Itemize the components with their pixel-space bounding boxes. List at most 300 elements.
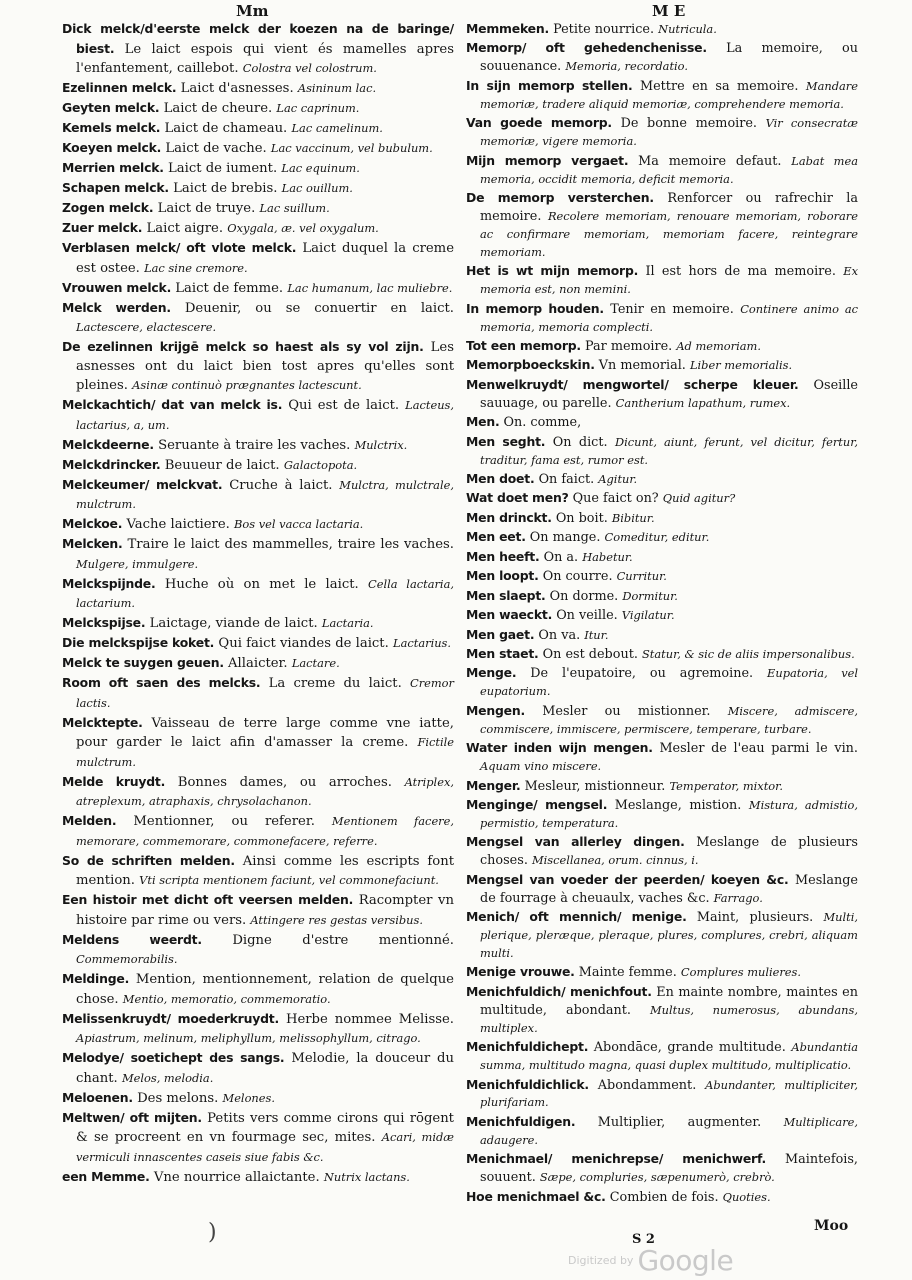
entry-headword: Men staet.	[466, 645, 539, 661]
dictionary-entry	[466, 963, 858, 982]
entry-latin: Commemorabilis.	[76, 952, 178, 966]
entry-french: On dict.	[552, 434, 608, 450]
entry-french: Petite nourrice.	[553, 22, 655, 37]
entry-latin: Mulctra, mulctrale, mulctrum.	[76, 477, 454, 511]
entry-headword: Melodye/ soetichept des sangs.	[62, 1050, 285, 1065]
entry-headword: Men heeft.	[466, 548, 540, 564]
entry-french: Herbe nommee Melisse.	[285, 1011, 454, 1027]
entry-french: Il est hors de ma memoire.	[645, 264, 836, 280]
entry-headword: Melckdeerne.	[62, 436, 154, 452]
entry-french: On va.	[538, 627, 581, 643]
entry-latin: Ad memoriam.	[676, 338, 761, 353]
entry-french: Laict de brebis.	[173, 181, 278, 196]
entry-latin: Dormitur.	[622, 588, 678, 603]
entry-latin: Mentio, memoratio, commemoratio.	[122, 991, 331, 1006]
entry-headword: Kemels melck.	[62, 120, 161, 135]
entry-headword: Memorp/ oft gehedenchenisse.	[466, 40, 707, 56]
entry-latin: Complures mulieres.	[680, 965, 802, 980]
entry-french: On a.	[543, 549, 579, 565]
entry-french: De l'eupatoire, ou agremoine.	[530, 666, 754, 682]
entry-headword: Men gaet.	[466, 626, 535, 642]
entry-headword: Mijn memorp vergaet.	[466, 152, 629, 168]
dictionary-entry	[62, 159, 454, 179]
entry-headword: Menwelkruydt/ mengwortel/ scherpe kleuer.	[466, 376, 799, 392]
dictionary-entry	[466, 1038, 858, 1075]
entry-headword: Meldinge.	[62, 971, 130, 986]
dictionary-entry	[62, 1049, 454, 1088]
dictionary-entry	[466, 470, 858, 489]
entry-french: On courre.	[542, 569, 613, 585]
entry-latin: Atriplex, atreplexum, atraphaxis, chrysolachanon.	[76, 774, 454, 808]
entry-french: Combien de fois.	[609, 1189, 719, 1205]
entry-latin: Mistura, admistio, permistio, temperatura.	[480, 797, 858, 830]
entry-headword: Zuer melck.	[62, 220, 143, 235]
entry-headword: Melissenkruydt/ moederkruydt.	[62, 1010, 279, 1026]
entry-headword: De ezelinnen krijgē melck so haest als sy vol zijn.	[62, 339, 424, 354]
dictionary-entry	[466, 1076, 858, 1113]
dictionary-entry	[466, 413, 858, 432]
entry-latin: Ex memoria est, non memini.	[480, 264, 859, 297]
entry-french: Les asnesses ont du laict bien tost apres qu'elles sont pleines.	[76, 340, 454, 393]
entry-latin: Mentionem facere, memorare, commemorare, commonefacere, referre.	[76, 814, 454, 848]
entry-french: Laict de femme.	[175, 280, 284, 296]
entry-headword: Men.	[466, 414, 500, 430]
entry-latin: Quid agitur?	[662, 491, 736, 506]
entry-french: Par memoire.	[585, 338, 673, 354]
dictionary-entry	[62, 1010, 454, 1049]
entry-headword: Menger.	[466, 777, 521, 793]
entry-latin: Lac camelinum.	[291, 121, 383, 135]
entry-french: Abondāce, grande multitude.	[593, 1040, 786, 1056]
entry-latin: Miscellanea, orum. cinnus, i.	[531, 853, 699, 868]
entry-headword: Memorpboeckskin.	[466, 357, 595, 373]
entry-latin: Eupatoria, vel eupatorium.	[480, 666, 859, 699]
entry-french: Melodie, la douceur du chant.	[76, 1051, 454, 1086]
entry-latin: Galactopota.	[283, 457, 358, 472]
entry-latin: Colostra vel colostrum.	[242, 61, 377, 75]
entry-french: Laict de truye.	[157, 201, 256, 216]
entry-french: Qui est de laict.	[288, 398, 400, 413]
entry-latin: Aquam vino miscere.	[480, 759, 602, 774]
entry-headword: So de schriften melden.	[62, 852, 235, 868]
entry-french: Maintefois, souuent.	[480, 1152, 858, 1186]
entry-latin: Mulctrix.	[354, 437, 408, 452]
entry-french: La memoire, ou souuenance.	[480, 41, 858, 75]
dictionary-entry	[62, 634, 454, 654]
dictionary-entry	[62, 891, 454, 930]
entry-latin: Lac ouillum.	[281, 181, 353, 195]
right-column	[466, 20, 858, 1207]
entry-french: Laict de chameau.	[164, 121, 288, 136]
entry-latin: Liber memorialis.	[689, 358, 793, 373]
entry-french: Abondamment.	[597, 1077, 697, 1093]
dictionary-entry	[62, 79, 454, 99]
entry-headword: Men loopt.	[466, 568, 539, 584]
entry-headword: Men doet.	[466, 471, 535, 486]
entry-french: Meslange de plusieurs choses.	[480, 835, 858, 869]
signature-mark: S 2	[632, 1232, 655, 1247]
entry-latin: Vigilatur.	[621, 608, 675, 623]
entry-latin: Lac suillum.	[259, 201, 330, 215]
entry-french: Vache laictiere.	[126, 517, 230, 532]
entry-french: On mange.	[529, 530, 601, 546]
dictionary-entry	[466, 1150, 858, 1187]
dictionary-entry	[466, 908, 858, 963]
dictionary-entry	[466, 262, 858, 299]
entry-french: Mention, mentionnement, relation de quelque chose.	[76, 972, 454, 1007]
entry-latin: Acari, midæ vermiculi innascentes caseis siue fabis &c.	[76, 1130, 454, 1164]
entry-headword: Meltwen/ oft mijten.	[62, 1109, 202, 1125]
entry-french: Seruante à traire les vaches.	[158, 437, 351, 453]
entry-headword: Wat doet men?	[466, 490, 569, 506]
entry-latin: Abundantia summa, multitudo magna, quasi duplex multitudo, multiplicatio.	[480, 1040, 859, 1073]
running-head	[0, 2, 912, 20]
dictionary-entry	[466, 152, 858, 189]
dictionary-entry	[466, 796, 858, 833]
dictionary-entry	[466, 1188, 858, 1207]
entry-headword: Melckspijse.	[62, 615, 146, 630]
entry-french: Qui faict viandes de laict.	[218, 636, 389, 651]
entry-french: Cruche à laict.	[229, 477, 333, 493]
entry-french: Des melons.	[137, 1090, 219, 1106]
entry-headword: Zogen melck.	[62, 200, 154, 215]
entry-headword: Melden.	[62, 813, 117, 828]
entry-latin: Miscere, admiscere, commiscere, immiscere, permiscere, temperare, turbare.	[480, 703, 858, 736]
dictionary-entry	[466, 189, 858, 262]
entry-headword: Water inden wijn mengen.	[466, 740, 653, 756]
entry-french: Tenir en memoire.	[610, 301, 734, 317]
dictionary-entry	[62, 1089, 454, 1109]
dictionary-entry	[466, 376, 858, 413]
entry-headword: een Memme.	[62, 1168, 150, 1184]
entry-french: Vaisseau de terre large comme vne iatte, pour garder le laict afin d'amasser la creme.	[76, 715, 454, 750]
dictionary-entry	[62, 970, 454, 1009]
entry-headword: De memorp versterchen.	[466, 189, 654, 205]
entry-latin: Multi, plerique, pleræque, pleraque, plures, complures, crebri, aliquam multi.	[480, 910, 858, 960]
dictionary-entry	[62, 674, 454, 713]
entry-latin: Bos vel vacca lactaria.	[234, 517, 364, 531]
entry-french: Que faict on?	[572, 491, 659, 507]
entry-headword: Schapen melck.	[62, 180, 169, 195]
entry-latin: Statur, & sic de aliis impersonalibus.	[641, 646, 855, 661]
entry-headword: Men seght.	[466, 433, 546, 449]
entry-latin: Lactare.	[291, 656, 340, 670]
entry-french: Bonnes dames, ou arroches.	[177, 774, 392, 790]
bottom-mark: )	[208, 1220, 217, 1245]
entry-headword: Menichfuldich/ menichfout.	[466, 983, 652, 999]
dictionary-entry	[466, 833, 858, 870]
entry-latin: Memoria, recordatio.	[565, 59, 688, 74]
entry-headword: Men drinckt.	[466, 509, 552, 525]
entry-french: Racompter vn histoire par rime ou vers.	[76, 893, 454, 928]
entry-french: Laict d'asnesses.	[180, 81, 294, 96]
entry-latin: Itur.	[584, 627, 609, 642]
entry-headword: Melde kruydt.	[62, 773, 166, 789]
dictionary-entry	[466, 871, 858, 908]
entry-headword: Vrouwen melck.	[62, 279, 172, 295]
entry-french: Meslange, mistion.	[614, 797, 742, 813]
entry-latin: Lac vaccinum, vel bubulum.	[270, 141, 433, 155]
dictionary-entry	[62, 179, 454, 199]
running-head-left: Mm	[236, 2, 269, 20]
dictionary-entry	[62, 773, 454, 812]
dictionary-entry	[466, 20, 858, 39]
entry-headword: Memmeken.	[466, 21, 549, 36]
google-logo: Google	[637, 1244, 734, 1277]
entry-latin: Attingere res gestas versibus.	[250, 912, 423, 927]
entry-headword: Melckeumer/ melckvat.	[62, 476, 223, 492]
entry-headword: In sijn memorp stellen.	[466, 77, 633, 93]
entry-latin: Bibitur.	[611, 510, 655, 525]
entry-headword: Room oft saen des melcks.	[62, 675, 261, 690]
dictionary-entry	[466, 606, 858, 625]
dictionary-entry	[466, 587, 858, 606]
entry-latin: Lac sine cremore.	[144, 260, 248, 275]
dictionary-entry	[466, 702, 858, 739]
entry-latin: Lactarius.	[393, 636, 452, 650]
dictionary-entry	[62, 614, 454, 634]
entry-latin: Lac caprinum.	[276, 101, 360, 115]
dictionary-entry	[466, 77, 858, 114]
entry-headword: Dick melck/d'eerste melck der koezen na de baringe/ biest.	[62, 21, 454, 56]
dictionary-entry	[62, 299, 454, 338]
entry-headword: Verblasen melck/ oft vlote melck.	[62, 240, 297, 255]
entry-latin: Lac equinum.	[281, 161, 360, 175]
entry-french: Deuenir, ou se conuertir en laict.	[184, 300, 454, 316]
entry-latin: Continere animo ac memoria, memoria complecti.	[480, 301, 859, 334]
entry-latin: Curritur.	[616, 569, 667, 584]
entry-french: Mentionner, ou referer.	[133, 814, 315, 829]
entry-latin: Lac humanum, lac muliebre.	[287, 280, 453, 295]
entry-headword: Menichfuldichlick.	[466, 1076, 589, 1092]
entry-latin: Dicunt, aiunt, ferunt, vel dicitur, fertur, traditur, fama est, rumor est.	[480, 434, 859, 467]
entry-headword: Melcktepte.	[62, 714, 143, 730]
entry-headword: Men waeckt.	[466, 607, 553, 623]
entry-french: Huche où on met le laict.	[164, 576, 359, 592]
dictionary-entry	[466, 300, 858, 337]
entry-french: Laict de cheure.	[163, 101, 273, 116]
dictionary-entry	[62, 239, 454, 278]
entry-french: En mainte nombre, maintes en multitude, abondant.	[480, 984, 858, 1018]
dictionary-entry	[62, 1168, 454, 1188]
entry-latin: Quoties.	[722, 1189, 771, 1204]
entry-french: Laictage, viande de laict.	[149, 616, 318, 631]
entry-headword: Menichfuldigen.	[466, 1113, 576, 1129]
entry-headword: Melckachtich/ dat van melck is.	[62, 397, 283, 412]
entry-headword: Menichmael/ menichrepse/ menichwerf.	[466, 1151, 766, 1167]
entry-headword: Melcken.	[62, 536, 123, 551]
dictionary-entry	[62, 119, 454, 139]
entry-headword: Menige vrouwe.	[466, 964, 575, 980]
entry-french: On veille.	[556, 608, 618, 624]
dictionary-entry	[62, 714, 454, 773]
entry-french: Laict duquel la creme est ostee.	[76, 241, 454, 276]
entry-headword: Meloenen.	[62, 1089, 133, 1105]
dictionary-entry	[466, 509, 858, 528]
entry-headword: Het is wt mijn memorp.	[466, 263, 639, 279]
entry-french: On boit.	[555, 510, 608, 526]
dictionary-entry	[62, 20, 454, 79]
entry-french: Laict de iument.	[168, 161, 278, 176]
entry-french: Petits vers comme cirons qui rōgent & se procreent en vn fourmage sec, mites.	[76, 1110, 454, 1145]
entry-headword: Melck werden.	[62, 299, 171, 315]
dictionary-entry	[466, 39, 858, 76]
dictionary-entry	[466, 356, 858, 375]
entry-headword: Van goede memorp.	[466, 115, 612, 131]
entry-headword: Mengen.	[466, 702, 525, 718]
dictionary-entry	[62, 219, 454, 239]
entry-headword: Koeyen melck.	[62, 140, 162, 155]
entry-headword: Menich/ oft mennich/ menige.	[466, 909, 687, 925]
digitized-watermark	[568, 1244, 733, 1277]
entry-french: On est debout.	[542, 646, 638, 662]
dictionary-entry	[62, 476, 454, 515]
entry-latin: Vir consecratæ memoriæ, vigere memoria.	[480, 116, 858, 149]
entry-latin: Mulgere, immulgere.	[76, 556, 199, 571]
dictionary-entry	[466, 114, 858, 151]
entry-latin: Temperator, mixtor.	[669, 778, 783, 793]
entry-latin: Apiastrum, melinum, meliphyllum, melissophyllum, citrago.	[76, 1031, 421, 1045]
entry-latin: Melones.	[222, 1090, 275, 1105]
watermark-prefix: Digitized by	[568, 1254, 634, 1267]
dictionary-entry	[466, 739, 858, 776]
entry-french: Mesleur, mistionneur.	[524, 778, 666, 794]
entry-french: Traire le laict des mammelles, traire les vaches.	[127, 537, 454, 552]
entry-headword: Menginge/ mengsel.	[466, 796, 608, 812]
dictionary-entry	[62, 852, 454, 891]
entry-french: Allaicter.	[228, 656, 288, 671]
entry-headword: Hoe menichmael &c.	[466, 1188, 606, 1204]
entry-latin: Comeditur, editur.	[604, 530, 710, 545]
entry-french: Multiplier, augmenter.	[597, 1114, 762, 1130]
entry-latin: Multiplicare, adaugere.	[480, 1114, 858, 1147]
dictionary-entry	[466, 528, 858, 547]
entry-french: Ainsi comme les escripts font mention.	[76, 853, 454, 888]
entry-french: Meslange de fourrage à cheuaulx, vaches &c.	[480, 872, 859, 906]
running-head-right: M E	[652, 2, 686, 20]
entry-latin: Multus, numerosus, abundans, multiplex.	[480, 1002, 858, 1035]
entry-latin: Abundanter, multipliciter, plurifariam.	[480, 1077, 858, 1110]
entry-headword: Tot een memorp.	[466, 337, 581, 353]
entry-french: Renforcer ou rafrechir la memoire.	[480, 190, 858, 224]
dictionary-entry	[62, 456, 454, 476]
entry-french: Ma memoire defaut.	[638, 153, 782, 169]
entry-french: On dorme.	[549, 588, 619, 604]
dictionary-entry	[62, 436, 454, 456]
dictionary-entry	[466, 433, 858, 470]
entry-french: On. comme,	[503, 415, 582, 431]
entry-latin: Sæpe, compluries, sæpenumerò, crebrò.	[539, 1170, 775, 1185]
entry-french: Laict aigre.	[146, 221, 224, 236]
entry-headword: Men slaept.	[466, 587, 546, 603]
dictionary-entry	[62, 535, 454, 574]
entry-latin: Mandare memoriæ, tradere aliquid memoriæ, comprehendere memoria.	[480, 78, 858, 111]
entry-headword: Die melckspijse koket.	[62, 635, 215, 650]
entry-headword: Merrien melck.	[62, 160, 164, 175]
dictionary-entry	[62, 812, 454, 851]
dictionary-entry	[466, 337, 858, 356]
catchword: Moo	[814, 1218, 849, 1234]
dictionary-entry	[466, 1113, 858, 1150]
dictionary-entry	[62, 515, 454, 535]
entry-french: Mesler ou mistionner.	[542, 703, 711, 719]
dictionary-entry	[62, 931, 454, 970]
entry-french: La creme du laict.	[268, 676, 402, 691]
dictionary-entry	[466, 664, 858, 701]
entry-latin: Lactescere, elactescere.	[76, 320, 217, 334]
dictionary-entry	[62, 338, 454, 396]
entry-headword: Mengsel van voeder der peerden/ koeyen &c.	[466, 871, 789, 887]
entry-french: Mainte femme.	[578, 965, 677, 981]
entry-latin: Labat mea memoria, occidit memoria, deficit memoria.	[480, 153, 858, 186]
dictionary-entry	[466, 626, 858, 645]
entry-latin: Nutricula.	[658, 22, 717, 36]
dictionary-entry	[62, 279, 454, 299]
entry-french: Mesler de l'eau parmi le vin.	[659, 741, 858, 757]
entry-headword: Melck te suygen geuen.	[62, 655, 224, 670]
dictionary-entry	[62, 1109, 454, 1168]
dictionary-entry	[62, 199, 454, 219]
entry-french: De bonne memoire.	[620, 116, 757, 132]
entry-headword: Mengsel van allerley dingen.	[466, 834, 685, 850]
entry-french: Vne nourrice allaictante.	[153, 1169, 320, 1185]
entry-latin: Agitur.	[598, 472, 638, 486]
entry-french: Laict de vache.	[165, 141, 267, 156]
dictionary-entry	[62, 575, 454, 614]
entry-latin: Asininum lac.	[297, 81, 377, 95]
entry-latin: Habetur.	[582, 549, 633, 564]
entry-headword: In memorp houden.	[466, 300, 604, 316]
dictionary-entry	[466, 489, 858, 508]
entry-latin: Fictile mulctrum.	[76, 735, 454, 769]
entry-latin: Farrago.	[713, 890, 763, 905]
entry-french: Maint, plusieurs.	[696, 910, 814, 926]
entry-headword: Menichfuldichept.	[466, 1039, 589, 1055]
entry-headword: Men eet.	[466, 529, 526, 545]
entry-headword: Melckspijnde.	[62, 575, 156, 591]
entry-latin: Melos, melodia.	[121, 1070, 214, 1085]
entry-latin: Recolere memoriam, renouare memoriam, roborare ac confirmare memoriam, memoriam facere, reintegrare memoriam.	[480, 208, 858, 259]
entry-latin: Cremor lactis.	[76, 676, 454, 710]
entry-french: Beuueur de laict.	[164, 457, 280, 473]
dictionary-entry	[466, 567, 858, 586]
entry-latin: Oxygala, æ. vel oxygalum.	[227, 221, 379, 235]
entry-latin: Lacteus, lactarius, a, um.	[76, 398, 455, 432]
entry-headword: Geyten melck.	[62, 100, 160, 115]
dictionary-entry	[62, 654, 454, 674]
entry-latin: Nutrix lactans.	[323, 1169, 410, 1184]
entry-headword: Ezelinnen melck.	[62, 80, 177, 95]
entry-headword: Melckdrincker.	[62, 456, 161, 472]
dictionary-entry	[466, 645, 858, 664]
entry-headword: Menge.	[466, 665, 517, 681]
entry-headword: Melckoe.	[62, 516, 123, 531]
entry-french: Vn memorial.	[598, 358, 686, 374]
entry-french: Le laict espois qui vient és mamelles apres l'enfantement, caillebot.	[76, 41, 454, 76]
dictionary-entry	[466, 983, 858, 1038]
entry-french: On faict.	[538, 472, 595, 487]
entry-latin: Asinæ continuò prægnantes lactescunt.	[132, 378, 362, 392]
dictionary-entry	[62, 396, 454, 435]
entry-latin: Lactaria.	[321, 616, 374, 630]
entry-french: Oseille sauuage, ou parelle.	[480, 377, 858, 411]
page-footer	[0, 1216, 912, 1280]
entry-french: Mettre en sa memoire.	[639, 78, 799, 94]
entry-latin: Vti scripta mentionem faciunt, vel commonefaciunt.	[139, 873, 439, 887]
entry-latin: Cella lactaria, lactarium.	[76, 576, 454, 610]
entry-headword: Meldens weerdt.	[62, 931, 202, 947]
left-column	[62, 20, 454, 1188]
